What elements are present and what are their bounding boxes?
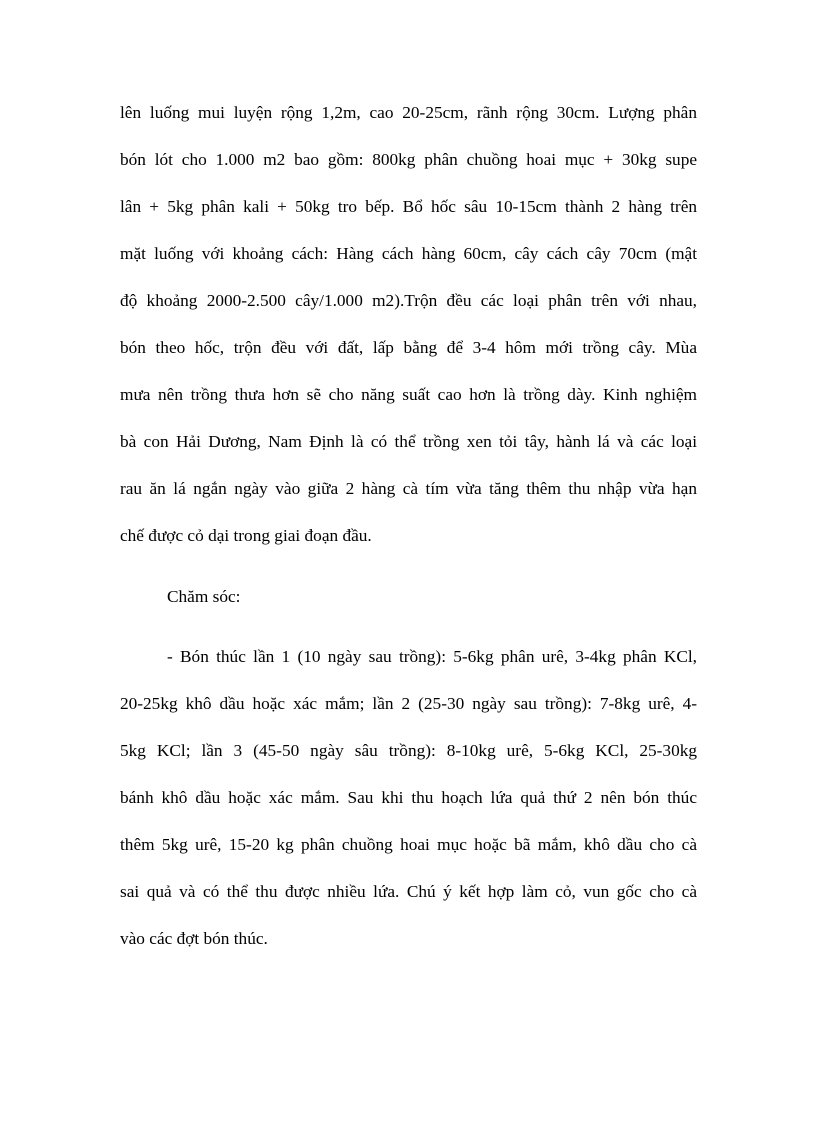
text-line: bón lót cho 1.000 m2 bao gồm: 800kg phân chuồng hoai mục + 30kg supe xyxy=(120,150,697,169)
text-line: chế được cỏ dại trong giai đoạn đầu. xyxy=(120,526,372,545)
text-line: sai quả và có thể thu được nhiều lứa. Chú ý kết hợp làm cỏ, vun gốc cho cà xyxy=(120,882,697,901)
text-line: mưa nên trồng thưa hơn sẽ cho năng suất cao hơn là trồng dày. Kinh nghiệm xyxy=(120,385,697,404)
text-line: thêm 5kg urê, 15-20 kg phân chuồng hoai mục hoặc bã mắm, khô dầu cho cà xyxy=(120,835,697,854)
text-line: 5kg KCl; lần 3 (45-50 ngày sâu trồng): 8-10kg urê, 5-6kg KCl, 25-30kg xyxy=(120,741,697,760)
section-heading: Chăm sóc: xyxy=(167,587,241,606)
text-line: lên luống mui luyện rộng 1,2m, cao 20-25cm, rãnh rộng 30cm. Lượng phân xyxy=(120,103,697,122)
text-line: độ khoảng 2000-2.500 cây/1.000 m2).Trộn đều các loại phân trên với nhau, xyxy=(120,291,697,310)
text-line: mặt luống với khoảng cách: Hàng cách hàng 60cm, cây cách cây 70cm (mật xyxy=(120,244,697,263)
text-line: lân + 5kg phân kali + 50kg tro bếp. Bổ hốc sâu 10-15cm thành 2 hàng trên xyxy=(120,197,697,216)
text-line: vào các đợt bón thúc. xyxy=(120,929,268,948)
text-line: bà con Hải Dương, Nam Định là có thể trồng xen tỏi tây, hành lá và các loại xyxy=(120,432,697,451)
text-line: bón theo hốc, trộn đều với đất, lấp bằng để 3-4 hôm mới trồng cây. Mùa xyxy=(120,338,697,357)
text-line: - Bón thúc lần 1 (10 ngày sau trồng): 5-6kg phân urê, 3-4kg phân KCl, xyxy=(167,647,697,666)
text-line: bánh khô dầu hoặc xác mắm. Sau khi thu hoạch lứa quả thứ 2 nên bón thúc xyxy=(120,788,697,807)
text-line: 20-25kg khô dầu hoặc xác mắm; lần 2 (25-30 ngày sau trồng): 7-8kg urê, 4- xyxy=(120,694,697,713)
text-line: rau ăn lá ngắn ngày vào giữa 2 hàng cà tím vừa tăng thêm thu nhập vừa hạn xyxy=(120,479,697,498)
